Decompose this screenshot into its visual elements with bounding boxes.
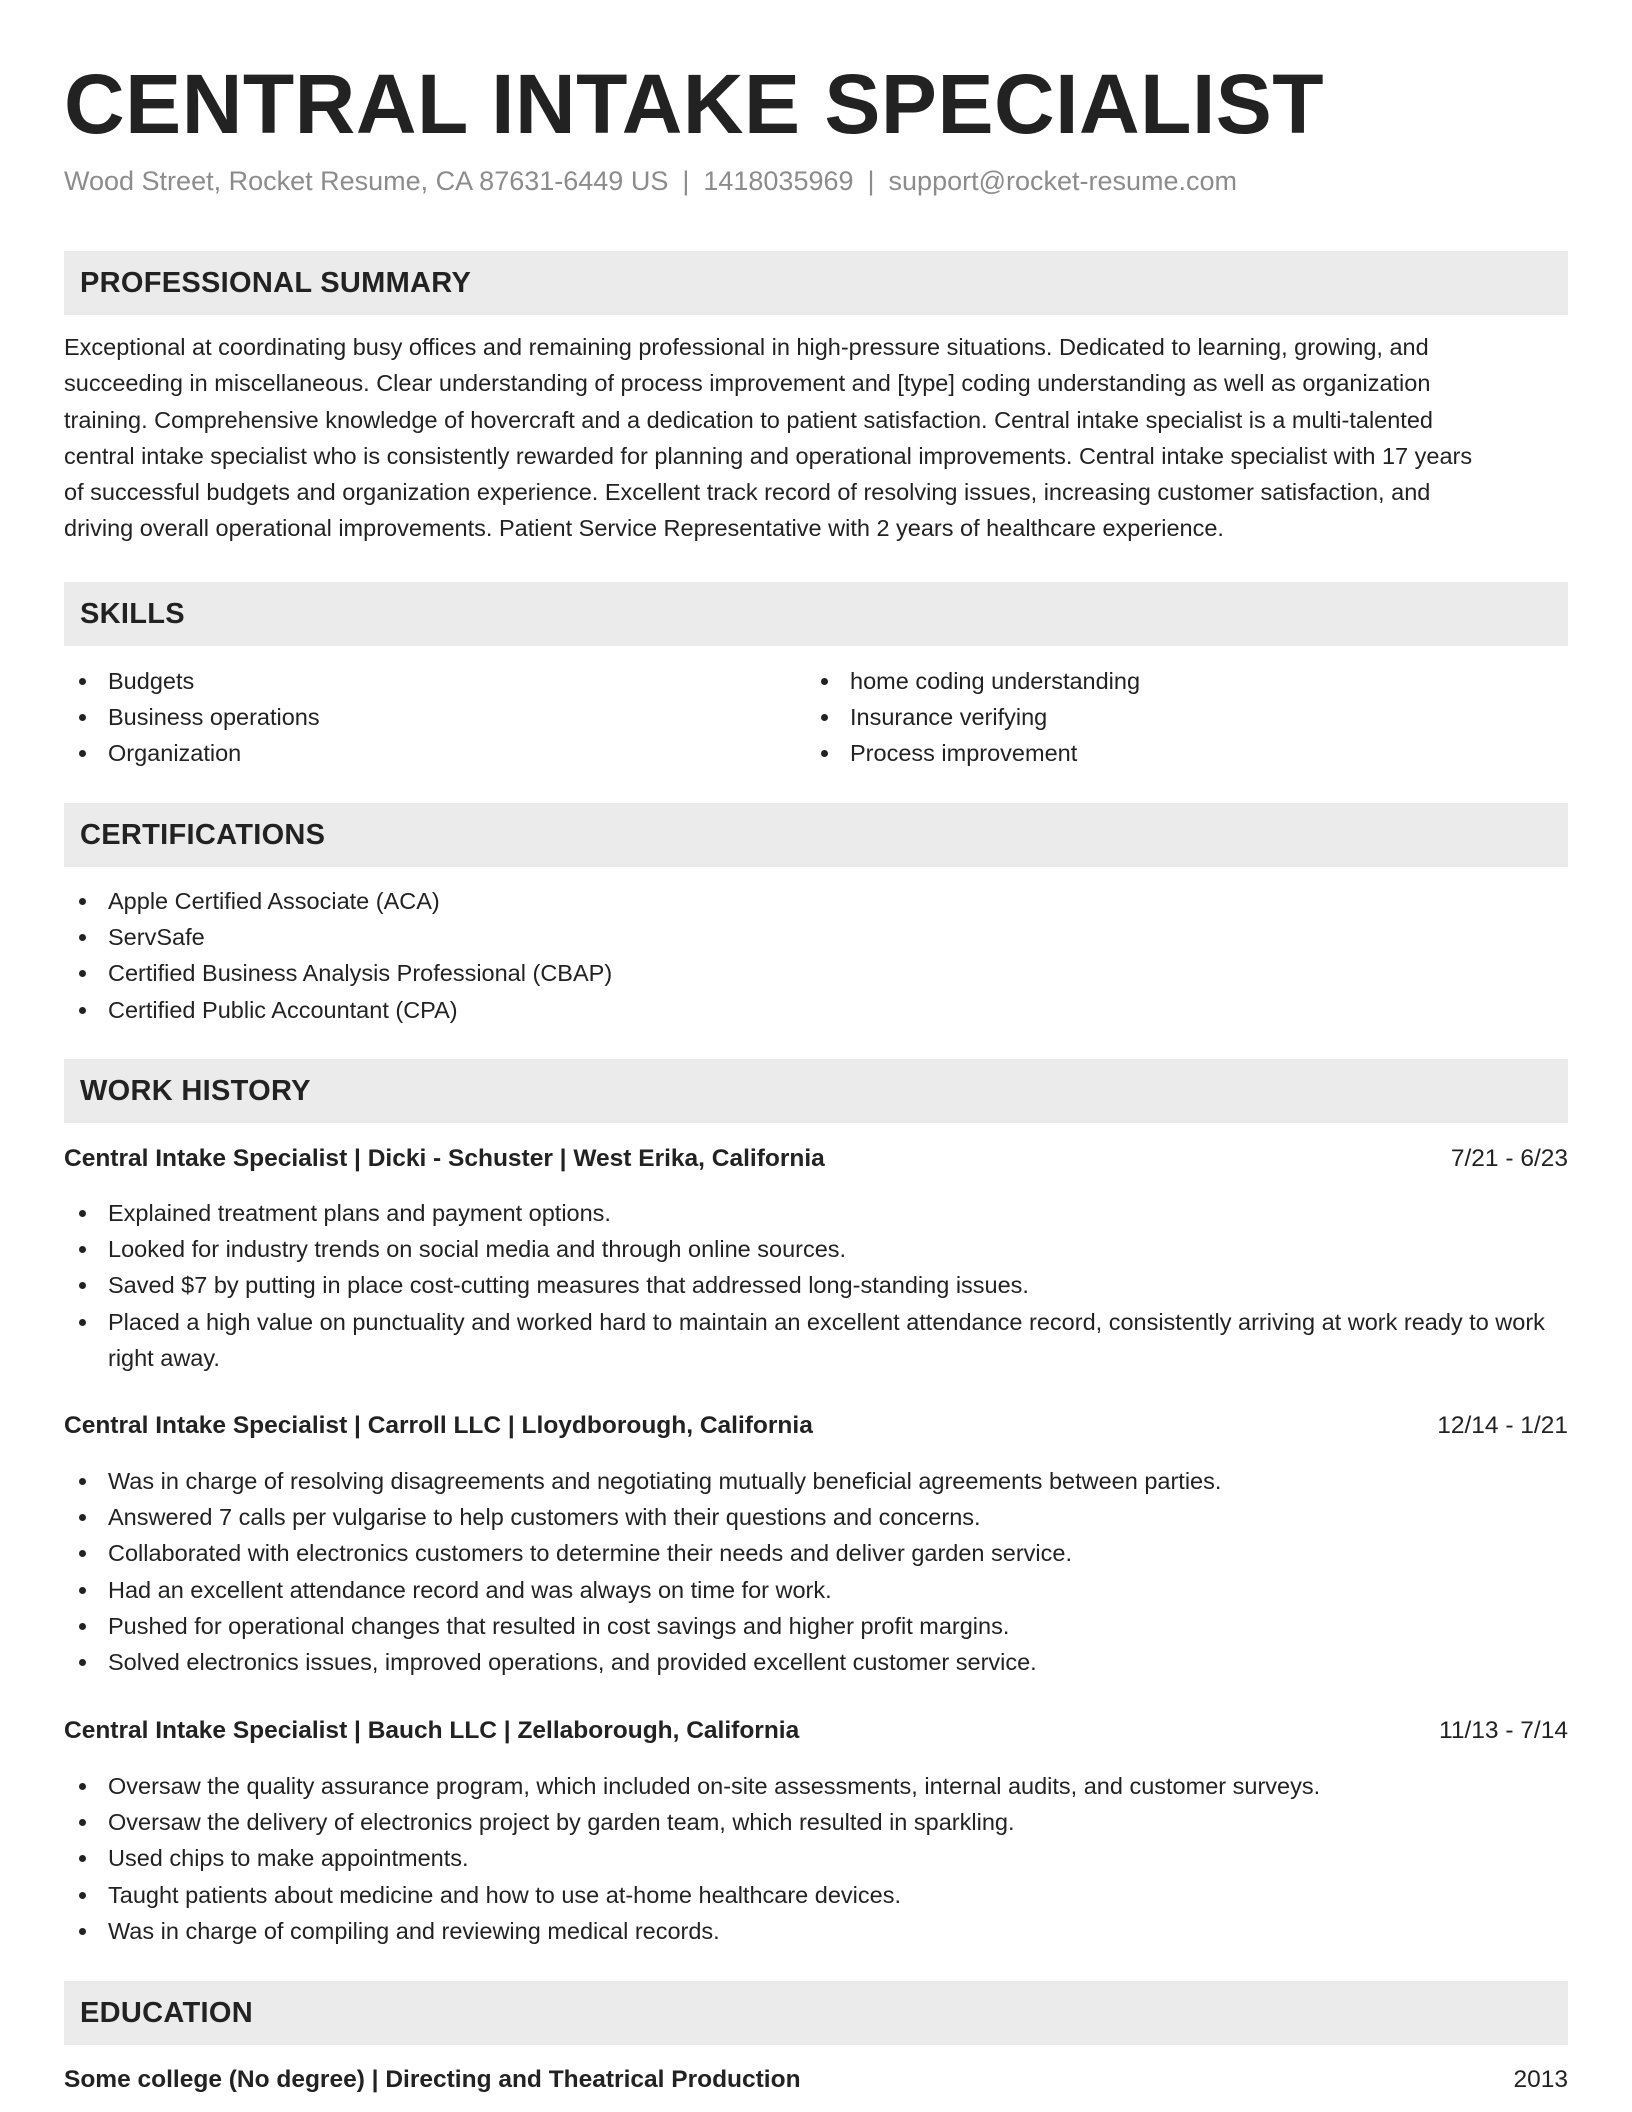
job-dates: 12/14 - 1/21 [1437, 1412, 1568, 1439]
certification-item: Certified Public Accountant (CPA) [64, 992, 1568, 1028]
job-bullets [64, 1463, 1568, 1680]
job-bullet: Saved $7 by putting in place cost-cutting measures that addressed long-standing issues. [64, 1267, 1568, 1303]
job-bullet: Had an excellent attendance record and was always on time for work. [64, 1572, 1568, 1608]
job-bullet: Solved electronics issues, improved operations, and provided excellent customer service. [64, 1644, 1568, 1680]
certification-item: Certified Business Analysis Professional (CBAP) [64, 955, 1568, 991]
job-title: Central Intake Specialist | Bauch LLC | Zellaborough, California [64, 1717, 800, 1744]
section-heading-skills: SKILLS [64, 582, 1568, 646]
contact-line [64, 166, 1237, 197]
job-heading [64, 1141, 1568, 1177]
section-heading-certifications: CERTIFICATIONS [64, 803, 1568, 867]
contact-phone: 1418035969 [703, 166, 854, 196]
summary-line: central intake specialist who is consistently rewarded for planning and operational improvements. Central intake specialist with 17 years [64, 442, 1473, 469]
job-bullet: Explained treatment plans and payment options. [64, 1195, 1568, 1231]
summary-line: of successful budgets and organization experience. Excellent track record of resolving issues, increasing customer satisfaction, and [64, 479, 1431, 506]
skills-list-right [806, 663, 1566, 772]
skill-item: Insurance verifying [806, 699, 1566, 735]
certification-item: Apple Certified Associate (ACA) [64, 883, 1568, 919]
job-bullet: Oversaw the delivery of electronics project by garden team, which resulted in sparkling. [64, 1804, 1568, 1840]
education-entry [64, 2062, 1568, 2098]
job-heading [64, 1713, 1568, 1749]
summary-line: succeeding in miscellaneous. Clear understanding of process improvement and [type] coding understanding as well as organization [64, 370, 1431, 397]
contact-email[interactable]: support@rocket-resume.com [888, 166, 1238, 196]
job-heading [64, 1408, 1568, 1444]
job-bullets [64, 1768, 1568, 1949]
skill-item: home coding understanding [806, 663, 1566, 699]
summary-line: Exceptional at coordinating busy offices and remaining professional in high-pressure situations. Dedicated to learning, growing, and [64, 334, 1429, 360]
job-title: Central Intake Specialist | Dicki - Schuster | West Erika, California [64, 1145, 825, 1172]
skill-item: Business operations [64, 699, 804, 735]
skills-list-left [64, 663, 804, 772]
resume-name: CENTRAL INTAKE SPECIALIST [64, 57, 1325, 151]
contact-address: Wood Street, Rocket Resume, CA 87631-6449 US [64, 166, 669, 196]
education-title: Some college (No degree) | Directing and Theatrical Production [64, 2066, 801, 2093]
job-bullet: Was in charge of compiling and reviewing medical records. [64, 1913, 1568, 1949]
contact-separator: | [867, 166, 875, 196]
summary-line: driving overall operational improvements. Patient Service Representative with 2 years of healthcare experience. [64, 515, 1224, 542]
job-bullet: Used chips to make appointments. [64, 1840, 1568, 1876]
job-bullet: Looked for industry trends on social media and through online sources. [64, 1231, 1568, 1267]
job-bullet: Was in charge of resolving disagreements and negotiating mutually beneficial agreements between parties. [64, 1463, 1568, 1499]
job-bullet: Collaborated with electronics customers to determine their needs and deliver garden service. [64, 1535, 1568, 1571]
education-year: 2013 [1513, 2066, 1568, 2093]
certification-item: ServSafe [64, 919, 1568, 955]
section-heading-summary: PROFESSIONAL SUMMARY [64, 251, 1568, 315]
summary-paragraph [64, 329, 1568, 547]
section-heading-education: EDUCATION [64, 1981, 1568, 2045]
job-bullet: Placed a high value on punctuality and worked hard to maintain an excellent attendance record, consistently arriving at work ready to work right away. [64, 1304, 1568, 1376]
job-bullets [64, 1195, 1568, 1376]
section-heading-work-history: WORK HISTORY [64, 1059, 1568, 1123]
job-bullet: Taught patients about medicine and how to use at-home healthcare devices. [64, 1877, 1568, 1913]
certifications-list [64, 883, 1568, 1028]
job-bullet: Oversaw the quality assurance program, which included on-site assessments, internal audits, and customer surveys. [64, 1768, 1568, 1804]
skill-item: Budgets [64, 663, 804, 699]
job-bullet: Pushed for operational changes that resulted in cost savings and higher profit margins. [64, 1608, 1568, 1644]
job-title: Central Intake Specialist | Carroll LLC | Lloydborough, California [64, 1412, 813, 1439]
job-bullet: Answered 7 calls per vulgarise to help customers with their questions and concerns. [64, 1499, 1568, 1535]
job-dates: 11/13 - 7/14 [1439, 1717, 1568, 1744]
contact-separator: | [682, 166, 690, 196]
skill-item: Organization [64, 735, 804, 771]
skill-item: Process improvement [806, 735, 1566, 771]
summary-line: training. Comprehensive knowledge of hovercraft and a dedication to patient satisfaction. Central intake specialist is a multi-talented [64, 406, 1433, 433]
job-dates: 7/21 - 6/23 [1450, 1145, 1568, 1172]
